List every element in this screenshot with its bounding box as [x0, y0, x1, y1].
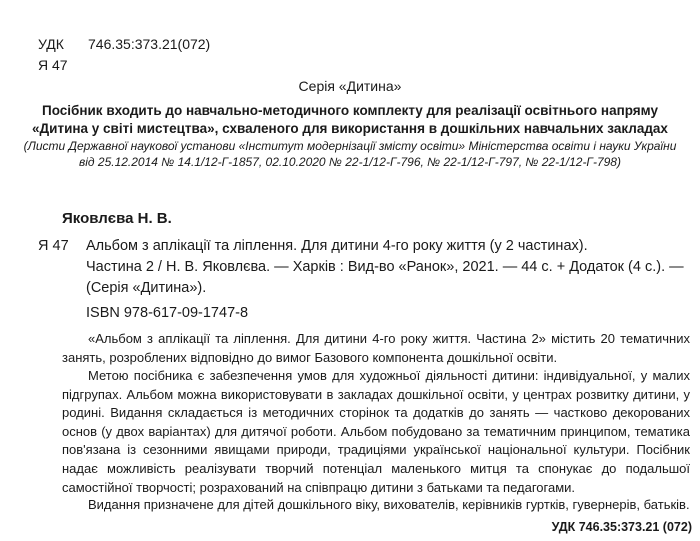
notice-line-1: Посібник входить до навчально-методичного комплекту для реалізації освітнього напряму [41, 103, 658, 118]
annotation-paragraph-1: «Альбом з аплікації та ліплення. Для дитини 4-го року життя. Частина 2» містить 20 тематичних занять, розроблених відповідно до вимог Базового компонента дошкільної освіти. [62, 331, 690, 365]
udk-value: 746.35:373.21(072) [88, 36, 211, 52]
bibliography-code: Я 47 [38, 238, 69, 254]
approval-letter-line-2: від 25.12.2014 № 14.1/12-Г-1857, 02.10.2020 № 22-1/12-Г-796, № 22-1/12-Г-797, № 22-1/12-Г-798) [79, 155, 621, 169]
udk-header [38, 36, 210, 52]
isbn: ISBN 978-617-09-1747-8 [86, 305, 249, 321]
footer-udk: УДК 746.35:373.21 (072) [551, 520, 692, 534]
approval-letter-line-1: (Листи Державної наукової установи «Інститут модернізації змісту освіти» Міністерства освіти і науки України [23, 139, 677, 153]
annotation-paragraph-3: Видання призначене для дітей дошкільного віку, вихователів, керівників гуртків, гувернерів, батьків. [88, 497, 690, 512]
bibliography-line-1: Альбом з аплікації та ліплення. Для дитини 4-го року життя (у 2 частинах). [86, 238, 588, 254]
bibliography-line-3: (Серія «Дитина»). [86, 280, 207, 296]
series-title: Серія «Дитина» [298, 78, 402, 94]
notice-line-2: «Дитина у світі мистецтва», схваленого для використання в дошкільних навчальних закладах [32, 121, 668, 136]
udk-label: УДК [38, 36, 64, 52]
annotation-paragraph-2: Метою посібника є забезпечення умов для художньої діяльності дитини: індивідуальної, у малих підгрупах. Альбом можна використовувати в закладах дошкільної освіти, у центрах розвитку дитини, у родині. Видання складається із методичних сторінок та додатків до занять — частково декорованих основ (у двох варіантах) для дитячої роботи. Альбом побудовано за тематичним принципом, тематика пов'язана із сезонними явищами природи, традиціями української національної культури. Посібник надає можливість реалізувати творчий потенціал маленького митця та спонукає до подальшої самостійної творчості; розрахований на співпрацю дитини з батьками та педагогами. [62, 368, 690, 495]
bibliography-line-2: Частина 2 / Н. В. Яковлєва. — Харків : Вид-во «Ранок», 2021. — 44 с. + Додаток (4 с.). — [86, 259, 684, 275]
catalog-index: Я 47 [38, 57, 68, 73]
author-name: Яковлєва Н. В. [62, 210, 172, 227]
